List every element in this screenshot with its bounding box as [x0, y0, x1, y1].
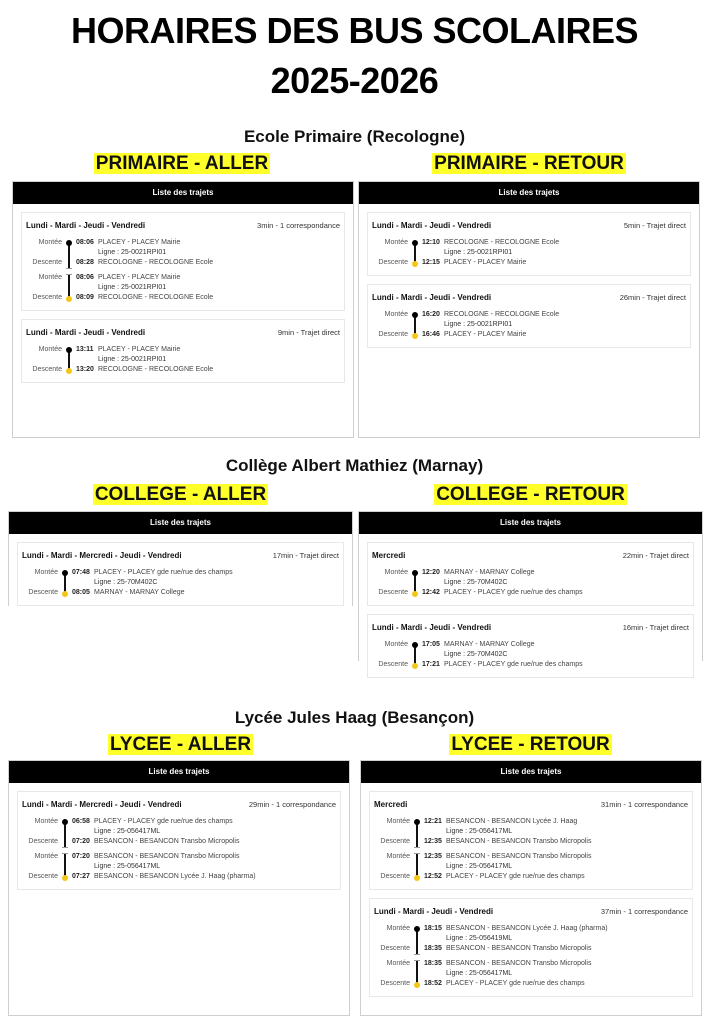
timeline-track [66, 238, 72, 270]
trip-summary: 26min - Trajet direct [619, 292, 686, 302]
timeline-start-dot-icon [412, 240, 418, 246]
alighting-time: 08:09 [76, 294, 94, 301]
trip-card-header [26, 218, 340, 232]
boarding-label: Montée [384, 311, 408, 318]
trip-legs [374, 924, 688, 991]
section-label-college-aller [8, 483, 353, 507]
bus-line: Ligne : 25-0021RPI01 [444, 321, 513, 328]
alighting-label: Descente [28, 873, 58, 880]
alighting-time: 12:52 [424, 873, 442, 880]
trip-card-header [374, 797, 688, 811]
boarding-label: Montée [38, 239, 62, 246]
timeline-end-dot-icon [414, 875, 420, 881]
section-label-primaire-aller [12, 152, 352, 176]
alighting-time: 12:42 [422, 589, 440, 596]
alighting-time: 18:35 [424, 945, 442, 952]
alighting-label: Descente [378, 661, 408, 668]
boarding-time: 18:15 [424, 925, 442, 932]
section-label-text: LYCEE - RETOUR [451, 734, 610, 755]
school-title-college: Collège Albert Mathiez (Marnay) [225, 456, 484, 475]
alighting-label: Descente [380, 945, 410, 952]
timeline-track [412, 310, 418, 342]
alighting-label: Descente [380, 838, 410, 845]
alighting-label: Descente [378, 331, 408, 338]
boarding-time: 06:58 [72, 818, 90, 825]
section-label-text: PRIMAIRE - RETOUR [434, 153, 624, 174]
trip-card[interactable] [367, 614, 694, 678]
trip-legs [26, 345, 340, 377]
timeline-end-dot-icon [412, 261, 418, 267]
alighting-stop: BESANCON - BESANCON Transbo Micropolis [446, 838, 592, 845]
trip-card-header [372, 548, 689, 562]
trip-days: Lundi - Mardi - Jeudi - Vendredi [374, 906, 494, 916]
trip-legs [22, 568, 339, 600]
alighting-time: 08:28 [76, 259, 94, 266]
trip-leg [374, 817, 688, 849]
section-label-primaire-retour [358, 152, 700, 176]
trip-leg [374, 924, 688, 956]
trip-list-panel-lycee-aller [8, 760, 350, 1016]
timeline-track [414, 924, 420, 956]
boarding-time: 12:20 [422, 569, 440, 576]
timeline-end-dot-icon [414, 982, 420, 988]
timeline-start-dot-icon [62, 819, 68, 825]
trip-list-header: Liste des trajets [9, 512, 352, 534]
bus-line: Ligne : 25-70M402C [94, 579, 158, 586]
boarding-stop: BESANCON - BESANCON Lycée J. Haag (pharma) [446, 925, 608, 932]
trip-summary: 9min - Trajet direct [277, 327, 340, 337]
alighting-label: Descente [28, 838, 58, 845]
timeline-end-dot-icon [412, 663, 418, 669]
timeline-start-dot-icon [414, 926, 420, 932]
trip-leg [22, 817, 336, 849]
trip-card-header [374, 904, 688, 918]
trip-legs [374, 817, 688, 884]
alighting-stop: BESANCON - BESANCON Lycée J. Haag (pharma) [94, 873, 256, 880]
timeline-track [62, 568, 68, 600]
boarding-time: 07:20 [72, 853, 90, 860]
trip-card-header [22, 797, 336, 811]
trip-leg [374, 959, 688, 991]
timeline-start-dot-icon [412, 642, 418, 648]
bus-line: Ligne : 25-0021RPI01 [98, 356, 167, 363]
trip-card[interactable] [17, 542, 344, 606]
alighting-stop: PLACEY - PLACEY gde rue/rue des champs [444, 661, 583, 668]
boarding-time: 12:21 [424, 818, 442, 825]
trip-summary: 17min - Trajet direct [272, 550, 339, 560]
timeline-track [412, 568, 418, 600]
boarding-stop: RECOLOGNE - RECOLOGNE Ecole [444, 311, 560, 318]
trip-list-header: Liste des trajets [359, 182, 699, 204]
alighting-label: Descente [28, 589, 58, 596]
trip-days: Lundi - Mardi - Jeudi - Vendredi [26, 220, 146, 230]
trip-list-panel-college-retour [358, 511, 703, 668]
bus-line: Ligne : 25-056417ML [446, 863, 513, 870]
trip-card[interactable] [367, 542, 694, 606]
trip-card-header [372, 620, 689, 634]
boarding-stop: PLACEY - PLACEY Mairie [98, 274, 181, 281]
alighting-stop: PLACEY - PLACEY Mairie [444, 259, 527, 266]
trip-leg [372, 568, 689, 600]
trip-days: Mercredi [374, 799, 408, 809]
section-label-lycee-aller [8, 733, 353, 757]
trip-card-header [22, 548, 339, 562]
alighting-stop: PLACEY - PLACEY gde rue/rue des champs [444, 589, 583, 596]
boarding-time: 08:06 [76, 239, 94, 246]
timeline-line [416, 821, 418, 848]
section-label-text: LYCEE - ALLER [109, 734, 252, 755]
timeline-track [66, 345, 72, 377]
trip-card[interactable] [21, 212, 345, 311]
trip-list-panel-primaire-aller [12, 181, 354, 438]
boarding-stop: PLACEY - PLACEY Mairie [98, 346, 181, 353]
alighting-time: 18:52 [424, 980, 442, 987]
boarding-stop: MARNAY - MARNAY College [444, 641, 535, 648]
boarding-label: Montée [34, 818, 58, 825]
timeline-end-dot-icon [66, 368, 72, 374]
section-label-college-retour [358, 483, 703, 507]
trip-legs [22, 817, 336, 884]
timeline-start-dot-icon [66, 347, 72, 353]
trip-days: Lundi - Mardi - Jeudi - Vendredi [26, 327, 146, 337]
trip-card[interactable] [21, 319, 345, 383]
timeline-connection-tick-icon [414, 847, 420, 848]
boarding-time: 16:20 [422, 311, 440, 318]
trip-list-panel-college-aller [8, 511, 353, 606]
timeline-connection-tick-icon [414, 954, 420, 955]
bus-line: Ligne : 25-0021RPI01 [98, 249, 167, 256]
timeline-track [62, 817, 68, 849]
trip-summary: 22min - Trajet direct [622, 550, 689, 560]
alighting-label: Descente [378, 589, 408, 596]
boarding-time: 12:10 [422, 239, 440, 246]
boarding-stop: MARNAY - MARNAY College [444, 569, 535, 576]
trip-card[interactable] [369, 898, 693, 997]
trip-summary: 31min - 1 correspondance [600, 799, 688, 809]
bus-line: Ligne : 25-0021RPI01 [98, 284, 167, 291]
timeline-connection-tick-icon [66, 268, 72, 269]
alighting-stop: BESANCON - BESANCON Transbo Micropolis [94, 838, 240, 845]
trip-leg [26, 238, 340, 270]
trip-legs [372, 640, 689, 672]
trip-card[interactable] [17, 791, 341, 890]
timeline-start-dot-icon [412, 570, 418, 576]
alighting-time: 12:15 [422, 259, 440, 266]
trip-leg [26, 345, 340, 377]
alighting-time: 12:35 [424, 838, 442, 845]
timeline-track [66, 273, 72, 305]
trip-card-header [26, 325, 340, 339]
boarding-label: Montée [386, 853, 410, 860]
boarding-stop: PLACEY - PLACEY gde rue/rue des champs [94, 569, 233, 576]
trip-list-header: Liste des trajets [359, 512, 702, 534]
page-subtitle-year: 2025-2026 [270, 60, 439, 101]
trip-list-header: Liste des trajets [9, 761, 349, 783]
trip-days: Lundi - Mardi - Mercredi - Jeudi - Vendredi [22, 799, 182, 809]
bus-line: Ligne : 25-056419ML [446, 935, 513, 942]
page-title: HORAIRES DES BUS SCOLAIRES [70, 10, 639, 51]
timeline-track [414, 852, 420, 884]
bus-line: Ligne : 25-70M402C [444, 651, 508, 658]
trip-card-header [372, 290, 686, 304]
timeline-connection-tick-icon [62, 853, 68, 854]
trip-days: Mercredi [372, 550, 406, 560]
boarding-time: 17:05 [422, 641, 440, 648]
trip-leg [372, 238, 686, 270]
alighting-stop: RECOLOGNE - RECOLOGNE Ecole [98, 259, 214, 266]
trip-list-panel-lycee-retour [360, 760, 702, 1016]
boarding-label: Montée [384, 569, 408, 576]
school-title-primaire: Ecole Primaire (Recologne) [243, 127, 466, 146]
timeline-end-dot-icon [412, 591, 418, 597]
trip-legs [372, 238, 686, 270]
section-label-text: PRIMAIRE - ALLER [95, 153, 269, 174]
boarding-label: Montée [384, 641, 408, 648]
alighting-label: Descente [378, 259, 408, 266]
alighting-label: Descente [32, 259, 62, 266]
boarding-time: 12:35 [424, 853, 442, 860]
section-label-text: COLLEGE - RETOUR [436, 484, 625, 505]
timeline-start-dot-icon [62, 570, 68, 576]
trip-list-panel-primaire-retour [358, 181, 700, 438]
trip-days: Lundi - Mardi - Jeudi - Vendredi [372, 622, 492, 632]
alighting-time: 07:27 [72, 873, 90, 880]
bus-line: Ligne : 25-056417ML [446, 970, 513, 977]
alighting-label: Descente [380, 980, 410, 987]
bus-line: Ligne : 25-056417ML [94, 863, 161, 870]
alighting-stop: PLACEY - PLACEY gde rue/rue des champs [446, 980, 585, 987]
trip-summary: 3min - 1 correspondance [257, 220, 340, 230]
alighting-time: 13:20 [76, 366, 94, 373]
timeline-track [412, 238, 418, 270]
boarding-stop: BESANCON - BESANCON Transbo Micropolis [446, 960, 592, 967]
alighting-stop: RECOLOGNE - RECOLOGNE Ecole [98, 366, 214, 373]
trip-card[interactable] [367, 284, 691, 348]
boarding-time: 07:48 [72, 569, 90, 576]
alighting-stop: BESANCON - BESANCON Transbo Micropolis [446, 945, 592, 952]
timeline-track [62, 852, 68, 884]
trip-card[interactable] [369, 791, 693, 890]
timeline-line [68, 242, 70, 269]
alighting-label: Descente [380, 873, 410, 880]
alighting-time: 07:20 [72, 838, 90, 845]
alighting-label: Descente [32, 294, 62, 301]
alighting-stop: PLACEY - PLACEY gde rue/rue des champs [446, 873, 585, 880]
trip-leg [26, 273, 340, 305]
trip-legs [372, 310, 686, 342]
boarding-stop: PLACEY - PLACEY gde rue/rue des champs [94, 818, 233, 825]
trip-list-header: Liste des trajets [13, 182, 353, 204]
trip-days: Lundi - Mardi - Jeudi - Vendredi [372, 292, 492, 302]
timeline-end-dot-icon [66, 296, 72, 302]
trip-summary: 37min - 1 correspondance [600, 906, 688, 916]
timeline-end-dot-icon [412, 333, 418, 339]
timeline-connection-tick-icon [66, 274, 72, 275]
trip-leg [22, 568, 339, 600]
timeline-start-dot-icon [414, 819, 420, 825]
alighting-stop: PLACEY - PLACEY Mairie [444, 331, 527, 338]
boarding-label: Montée [386, 960, 410, 967]
timeline-connection-tick-icon [414, 960, 420, 961]
trip-list-header: Liste des trajets [361, 761, 701, 783]
boarding-label: Montée [34, 853, 58, 860]
boarding-label: Montée [38, 346, 62, 353]
alighting-time: 08:05 [72, 589, 90, 596]
trip-leg [374, 852, 688, 884]
timeline-end-dot-icon [62, 591, 68, 597]
trip-card-header [372, 218, 686, 232]
trip-summary: 16min - Trajet direct [622, 622, 689, 632]
timeline-line [416, 928, 418, 955]
boarding-label: Montée [384, 239, 408, 246]
trip-legs [372, 568, 689, 600]
trip-leg [372, 640, 689, 672]
bus-line: Ligne : 25-056417ML [94, 828, 161, 835]
timeline-connection-tick-icon [62, 847, 68, 848]
bus-line: Ligne : 25-056417ML [446, 828, 513, 835]
alighting-stop: MARNAY - MARNAY College [94, 589, 185, 596]
boarding-label: Montée [386, 925, 410, 932]
section-label-text: COLLEGE - ALLER [94, 484, 267, 505]
boarding-time: 08:06 [76, 274, 94, 281]
trip-days: Lundi - Mardi - Jeudi - Vendredi [372, 220, 492, 230]
boarding-stop: PLACEY - PLACEY Mairie [98, 239, 181, 246]
timeline-line [64, 821, 66, 848]
alighting-label: Descente [32, 366, 62, 373]
timeline-end-dot-icon [62, 875, 68, 881]
boarding-stop: BESANCON - BESANCON Transbo Micropolis [94, 853, 240, 860]
bus-line: Ligne : 25-70M402C [444, 579, 508, 586]
timeline-start-dot-icon [66, 240, 72, 246]
bus-line: Ligne : 25-0021RPI01 [444, 249, 513, 256]
boarding-time: 13:11 [76, 346, 94, 353]
section-label-lycee-retour [358, 733, 703, 757]
boarding-stop: BESANCON - BESANCON Lycée J. Haag [446, 818, 578, 825]
timeline-start-dot-icon [412, 312, 418, 318]
timeline-track [414, 959, 420, 991]
timeline-connection-tick-icon [414, 853, 420, 854]
alighting-stop: RECOLOGNE - RECOLOGNE Ecole [98, 294, 214, 301]
trip-summary: 5min - Trajet direct [623, 220, 686, 230]
boarding-stop: BESANCON - BESANCON Transbo Micropolis [446, 853, 592, 860]
trip-card[interactable] [367, 212, 691, 276]
boarding-label: Montée [386, 818, 410, 825]
boarding-label: Montée [38, 274, 62, 281]
trip-days: Lundi - Mardi - Mercredi - Jeudi - Vendredi [22, 550, 182, 560]
timeline-track [412, 640, 418, 672]
school-title-lycee: Lycée Jules Haag (Besançon) [234, 708, 475, 727]
trip-leg [22, 852, 336, 884]
trip-legs [26, 238, 340, 305]
trip-leg [372, 310, 686, 342]
trip-summary: 29min - 1 correspondance [248, 799, 336, 809]
boarding-label: Montée [34, 569, 58, 576]
boarding-time: 18:35 [424, 960, 442, 967]
alighting-time: 17:21 [422, 661, 440, 668]
boarding-stop: RECOLOGNE - RECOLOGNE Ecole [444, 239, 560, 246]
alighting-time: 16:46 [422, 331, 440, 338]
timeline-track [414, 817, 420, 849]
